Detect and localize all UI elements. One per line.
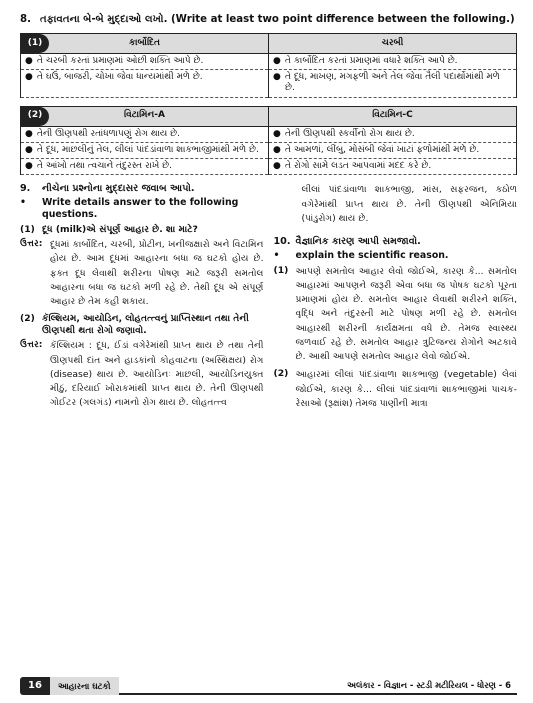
section-10-english: • explain the scientific reason.: [273, 249, 449, 261]
series-title: અલંકાર - વિજ્ઞાન - સ્ટડી મટીરિયલ - ધોરણ - 6: [119, 677, 517, 695]
question-8: [20, 14, 517, 27]
question-text: તફાવતના બે-બે મુદ્દાઓ લખો. (Write at least two point difference between the following.): [40, 14, 515, 25]
page: [20, 14, 517, 694]
table-header-left: (2) વિટામિન-A: [21, 106, 269, 126]
page-footer: [20, 677, 517, 695]
page-number: 16: [20, 677, 50, 695]
left-column: [20, 183, 264, 415]
table-header-right: ચરબી: [269, 33, 517, 53]
table-row: ● તે દૂધ, માછલીનું તેલ, લીલાં પાંદડાંવાળા શાકભાજીમાંથી મળે છે. ● તે આમળાં, લીંબુ, મોસંબી જેવાં ખાટાં ફળોમાંથી મળે છે.: [21, 142, 517, 158]
table-row: ● તે ઘઉં, બાજરી, ચોખા જેવા ધાન્યમાંથી મળે છે. ● તે દૂધ, માખણ, મગફળી અને તેલ જેવા તૈલી પદાર્થોમાંથી મળે છે.: [21, 70, 517, 98]
table-row: ● તે ચરબી કરતાં પ્રમાણમાં ઓછી શક્તિ આપે છે. ● તે કાર્બોદિત કરતાં પ્રમાણમાં વધારે શક્તિ આપે છે.: [21, 53, 517, 69]
answer-9-2: ઉત્તર: કૅલ્શિયમ : દૂધ, ઈંડાં વગેરેમાંથી પ્રાપ્ત થાય છે તથા તેની ઊણપથી દાંત અને હાડકાંનો કોહવાટના (અસ્થિક્ષય) રોગ (disease) થાય છે. આયોડિનઃ માછલી, આયોડિનયુક્ત મીઠું, દરિયાઈ ખોરાકમાંથી પ્રાપ્ત થાય છે. તેની ઊણપથી ગોઈટર (ગલગંડ) નામનો રોગ થાય છે. લોહતત્ત્વ: [20, 339, 264, 409]
comparison-table-2: [20, 106, 517, 176]
table-badge: (2): [21, 107, 49, 126]
section-9-english: • Write details answer to the following questions.: [20, 197, 239, 220]
table-header-right: વિટામિન-C: [269, 106, 517, 126]
section-10-heading: 10. વૈજ્ઞાનિક કારણ આપી સમજાવો.: [273, 236, 421, 247]
right-column: [274, 183, 518, 415]
chapter-name: આહારના ઘટકો: [50, 677, 119, 695]
comparison-table-1: [20, 33, 517, 98]
question-9-1: (1) દૂધ (milk)એ સંપૂર્ણ આહાર છે. શા માટે?: [20, 223, 198, 235]
question-number: 8.: [20, 14, 31, 25]
reason-10-1: (1) આપણે સમતોલ આહાર લેવો જોઈએ, કારણ કે... સમતોલ આહારમાં આપણને જરૂરી એવા બધા જ પોષક ઘટકો પૂરતા પ્રમાણમાં હોય છે. સમતોલ આહાર લેવાથી શરીરને શક્તિ, વૃદ્ધિ અને તંદુરસ્તી માટે પોષણ મળી રહે છે. સમતોલ આહારથી શરીરની કાર્યક્ષમતા વધે છે. તેમજ સ્વાસ્થ્ય જળવાઈ રહે છે. સમતોલ આહાર ત્રુટિજન્ય રોગોને અટકાવે છે. આથી આપણે સમતોલ આહાર લેવો જોઈએ.: [273, 264, 517, 363]
section-9-heading: 9. નીચેના પ્રશ્નોના મુદ્દાસર જવાબ આપો.: [20, 183, 195, 195]
answer-9-2-continued: લીલાં પાંદડાંવાળા શાકભાજી, માંસ, સફરજન, કઠોળ વગેરેમાંથી પ્રાપ્ત થાય છે. તેની ઊણપથી એનિમિયા (પાંડુરોગ) થાય છે.: [301, 184, 517, 224]
table-header-left: (1) કાર્બોદિત: [21, 33, 269, 53]
reason-10-2: (2) આહારમાં લીલાં પાંદડાંવાળા શાકભાજી (vegetable) લેવાં જોઈએ, કારણ કે... લીલાં પાંદડાંવાળાં શાકભાજીમાં પાચક-રેસાઓ (રૂક્ષાંશ) તેમજ પાણીની માત્રા: [273, 368, 517, 409]
two-column-body: [20, 183, 517, 415]
table-row: ● તે આંખો તથા ત્વચાને તંદુરસ્ત રાખે છે. ● તે રોગો સામે લડત આપવામાં મદદ કરે છે.: [21, 159, 517, 175]
question-9-2: (2) કૅલ્શિયમ, આયોડિન, લોહતત્ત્વનું પ્રાપ્તિસ્થાન તથા તેની ઊણપથી થતા રોગો જણાવો.: [20, 313, 249, 336]
answer-9-1: ઉત્તર: દૂધમાં કાર્બોદિત, ચરબી, પ્રોટીન, ખનીજક્ષારો અને વિટામિન હોય છે. આમ દૂધમાં આહારના બધા જ ઘટકો હોય છે. ફક્ત દૂધ લેવાથી શરીરના પોષણ માટે જરૂરી સમતોલ આહારના બધા જ ઘટકો મળી રહે છે. તેથી દૂધ એ સંપૂર્ણ આહાર છે તેમ કહી શકાય.: [20, 238, 264, 308]
table-row: ● તેની ઊણપથી રતાંધળાપણું રોગ થાય છે. ● તેની ઊણપથી સ્કર્વીનો રોગ થાય છે.: [21, 126, 517, 142]
table-badge: (1): [21, 34, 49, 53]
